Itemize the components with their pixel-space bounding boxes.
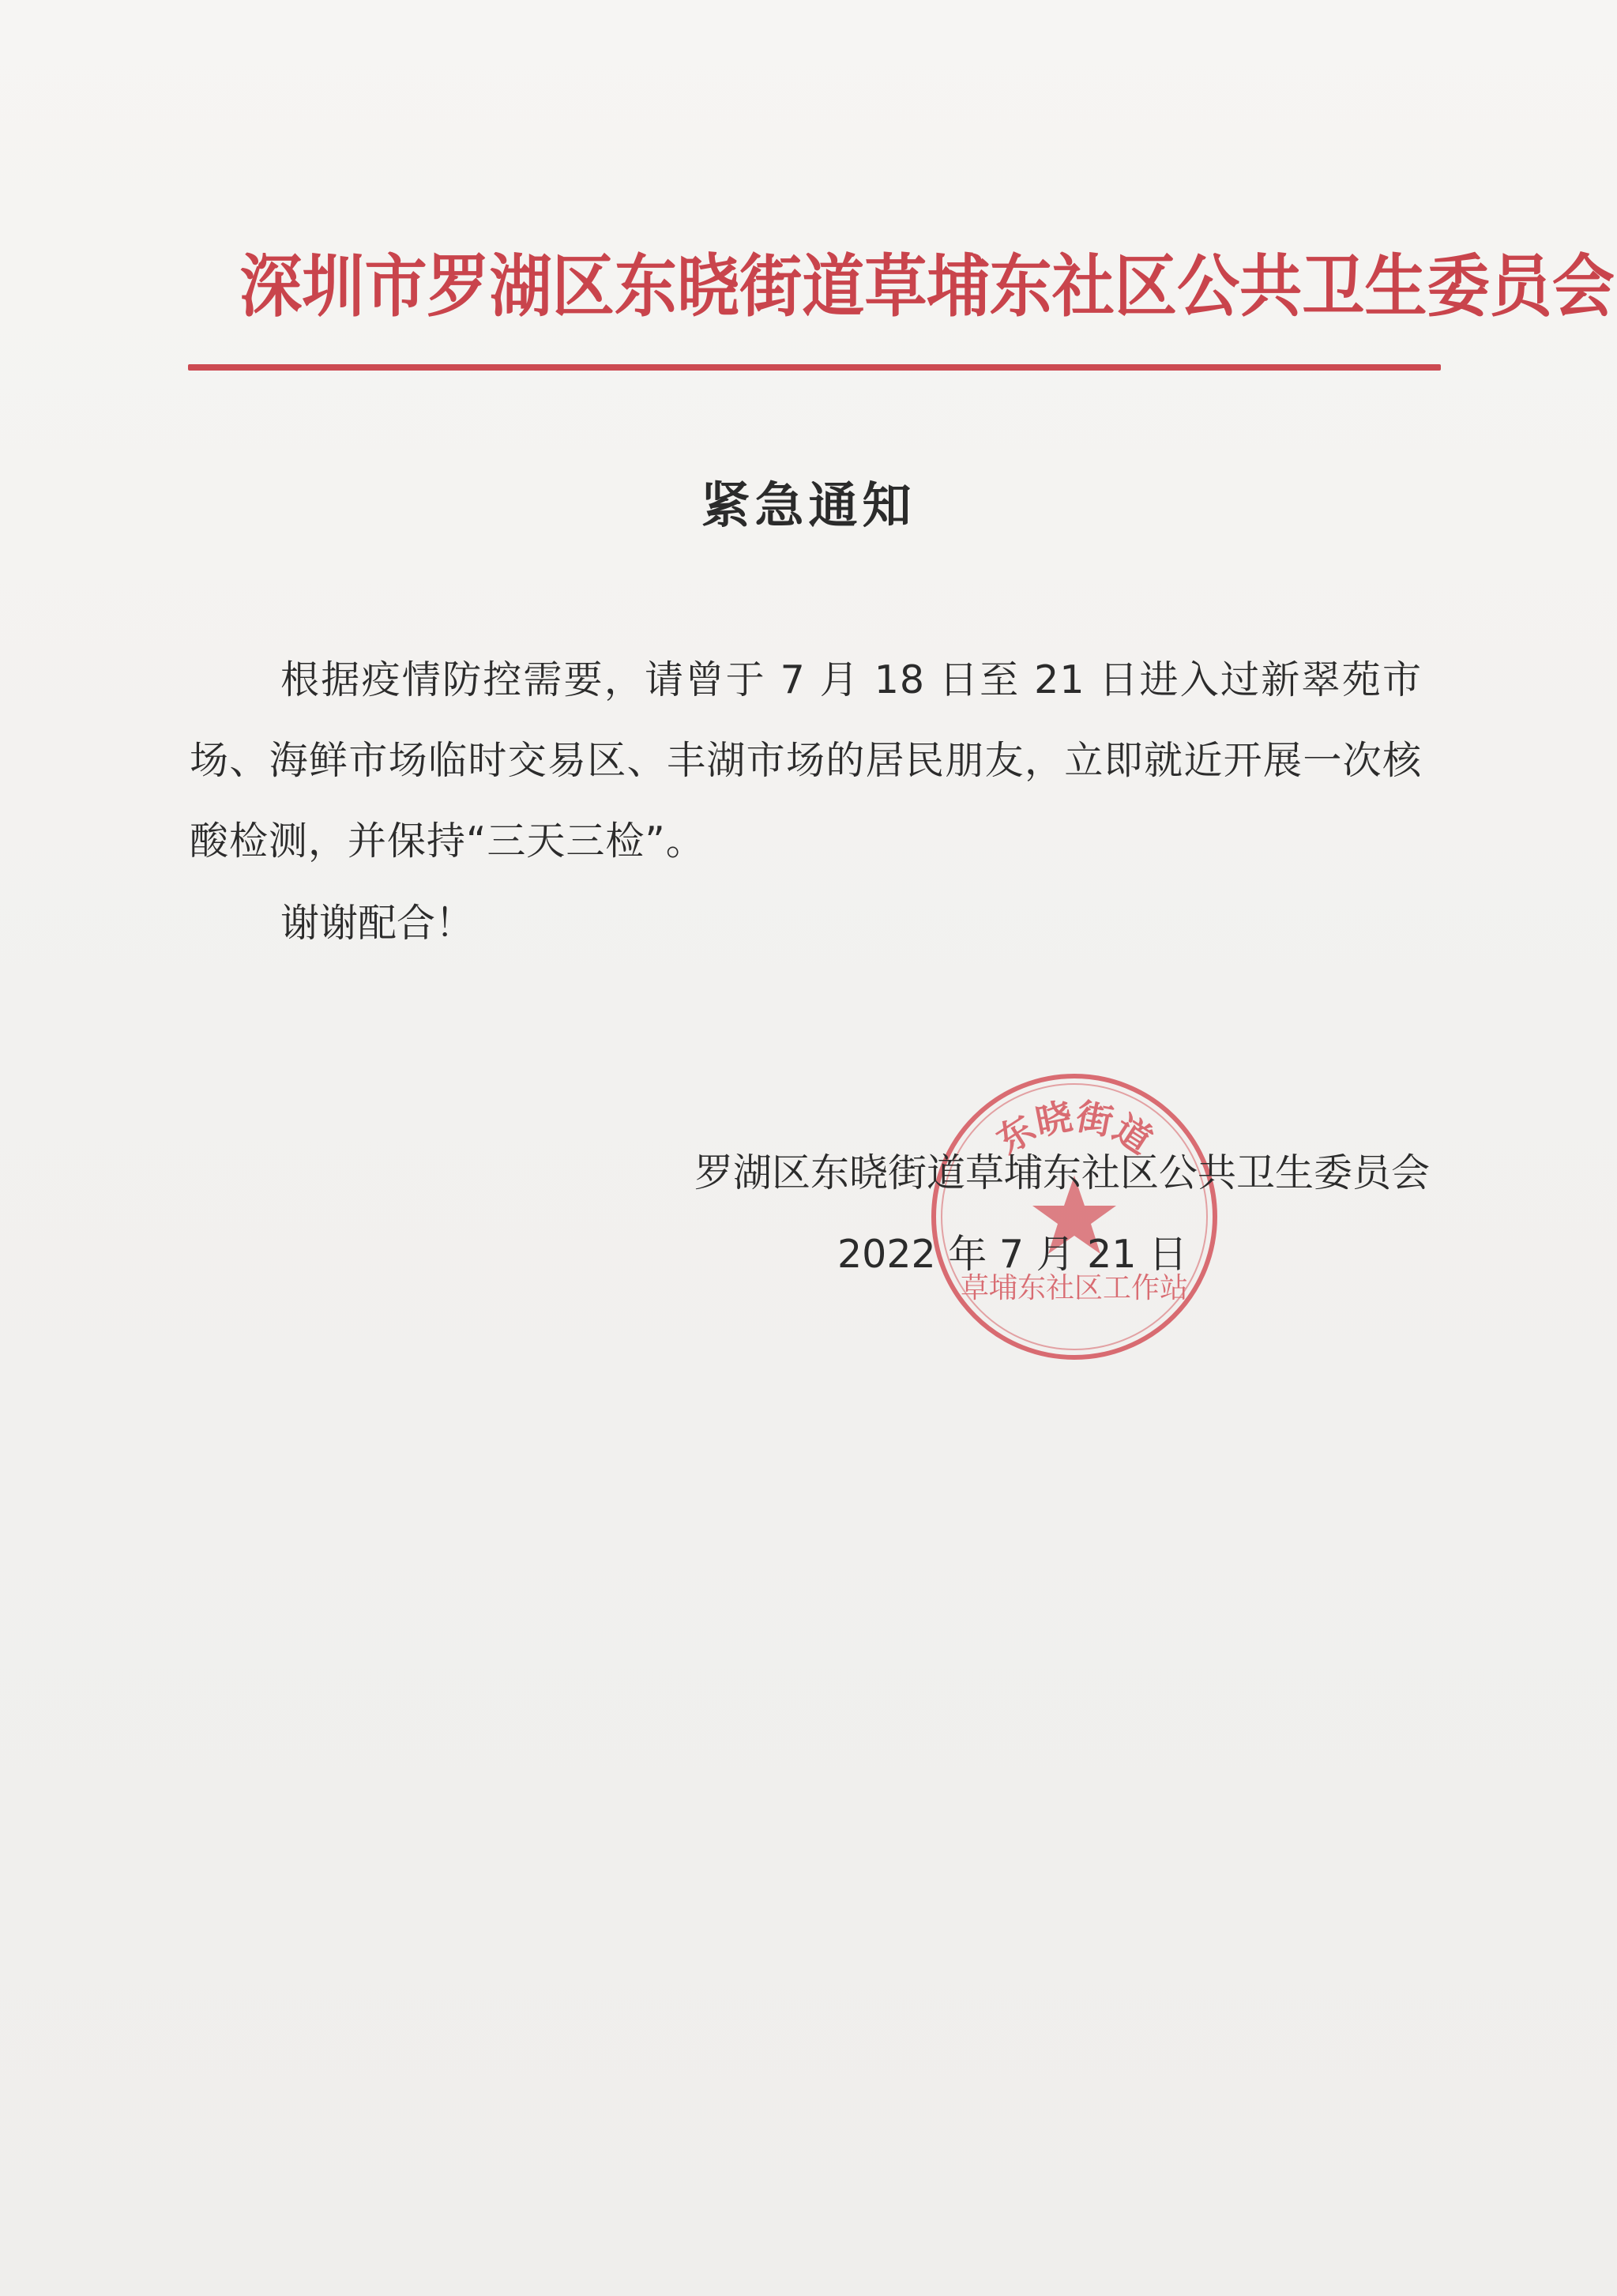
notice-thanks: 谢谢配合！: [280, 901, 475, 946]
seal-bottom-text: 草埔东社区工作站: [960, 1272, 1189, 1304]
letterhead-title: 深圳市罗湖区东晓街道草埔东社区公共卫生委员会: [239, 247, 1615, 326]
signature-date: 2022 年 7 月 21 日: [837, 1232, 1188, 1277]
notice-body-paragraph: 根据疫情防控需要，请曾于 7 月 18 日至 21 日进入过新翠苑市场、海鲜市场临时交易区、丰湖市场的居民朋友，立即就近开展一次核酸检测，并保持“三天三检”。: [190, 657, 1422, 864]
letterhead-red-rule: [188, 364, 1441, 371]
notice-title: 紧急通知: [701, 476, 916, 534]
seal-top-text: 东晓街道: [989, 1094, 1160, 1163]
signature-organization: 罗湖区东晓街道草埔东社区公共卫生委员会: [694, 1150, 1430, 1195]
